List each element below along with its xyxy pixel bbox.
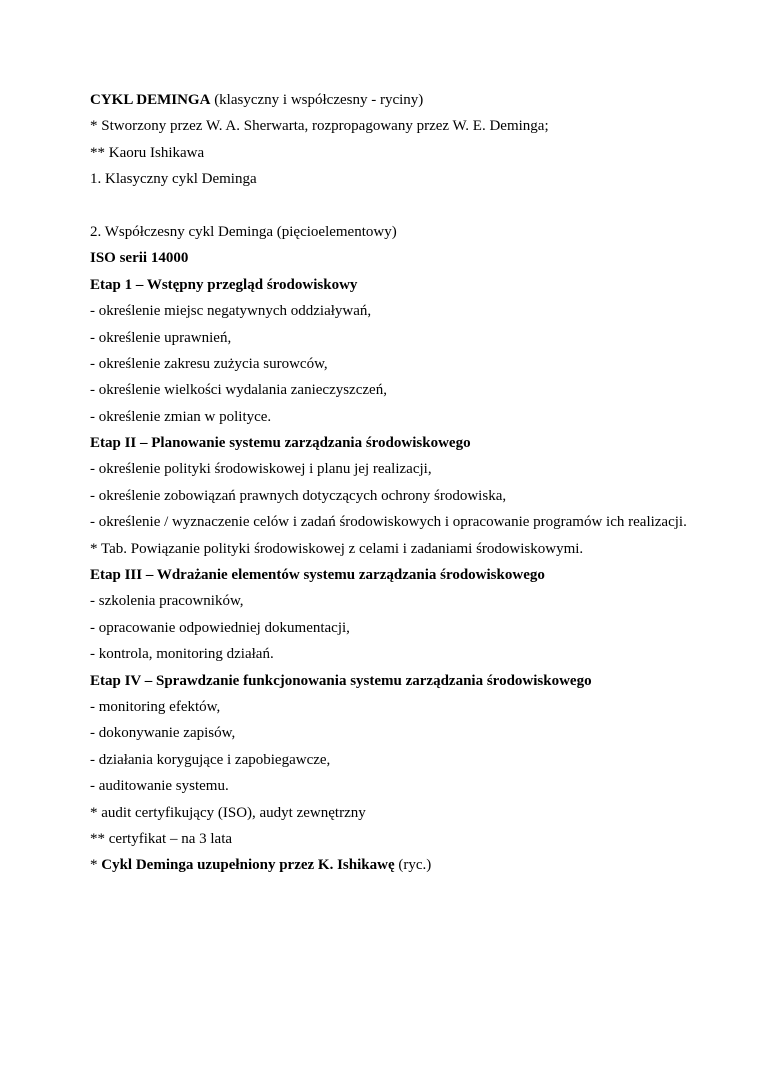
iso-heading: ISO serii 14000 xyxy=(90,250,189,267)
document-page xyxy=(90,87,690,879)
list-item: - określenie / wyznaczenie celów i zadań środowiskowych i opracowanie programów ich realizacji. xyxy=(90,514,687,531)
list-item: - określenie miejsc negatywnych oddziaływań, xyxy=(90,303,372,320)
list-item: - dokonywanie zapisów, xyxy=(90,725,236,742)
table-note: * Tab. Powiązanie polityki środowiskowej z celami i zadaniami środowiskowymi. xyxy=(90,540,584,557)
etap2-heading: Etap II – Planowanie systemu zarządzania środowiskowego xyxy=(90,435,471,452)
list-item: - działania korygujące i zapobiegawcze, xyxy=(90,751,331,768)
audit-note: * audit certyfikujący (ISO), audyt zewnętrzny xyxy=(90,804,366,821)
list-item: - szkolenia pracowników, xyxy=(90,593,244,610)
etap1-heading: Etap 1 – Wstępny przegląd środowiskowy xyxy=(90,276,358,293)
title-rest: (klasyczny i współczesny - ryciny) xyxy=(210,92,424,108)
document-title xyxy=(90,87,690,113)
note-ishikawa: ** Kaoru Ishikawa xyxy=(90,144,205,161)
list-item: - określenie polityki środowiskowej i planu jej realizacji, xyxy=(90,461,432,478)
list-item: - monitoring efektów, xyxy=(90,699,221,715)
classic-cycle-label: 1. Klasyczny cykl Deminga xyxy=(90,171,257,188)
etap4-heading: Etap IV – Sprawdzanie funkcjonowania systemu zarządzania środowiskowego xyxy=(90,672,592,689)
list-item: - określenie zakresu zużycia surowców, xyxy=(90,355,328,372)
blank-line xyxy=(90,193,690,219)
final-prefix: * xyxy=(90,857,102,874)
etap3-heading: Etap III – Wdrażanie elementów systemu zarządzania środowiskowego xyxy=(90,567,545,584)
list-item: - kontrola, monitoring działań. xyxy=(90,646,274,663)
final-rest: (ryc.) xyxy=(394,857,432,874)
list-item: - auditowanie systemu. xyxy=(90,778,229,795)
modern-cycle-label: 2. Współczesny cykl Deminga (pięcioelementowy) xyxy=(90,223,397,240)
list-item: - określenie zmian w polityce. xyxy=(90,408,272,425)
list-item: - opracowanie odpowiedniej dokumentacji, xyxy=(90,619,350,636)
list-item: - określenie zobowiązań prawnych dotyczących ochrony środowiska, xyxy=(90,487,507,504)
certificate-note: ** certyfikat – na 3 lata xyxy=(90,830,233,847)
final-bold: Cykl Deminga uzupełniony przez K. Ishikawę xyxy=(101,857,395,874)
list-item: - określenie wielkości wydalania zanieczyszczeń, xyxy=(90,382,387,399)
title-bold: CYKL DEMINGA xyxy=(90,92,211,108)
final-note xyxy=(90,852,690,878)
list-item: - określenie uprawnień, xyxy=(90,329,232,346)
note-sherwart: * Stworzony przez W. A. Sherwarta, rozpropagowany przez W. E. Deminga; xyxy=(90,118,549,135)
